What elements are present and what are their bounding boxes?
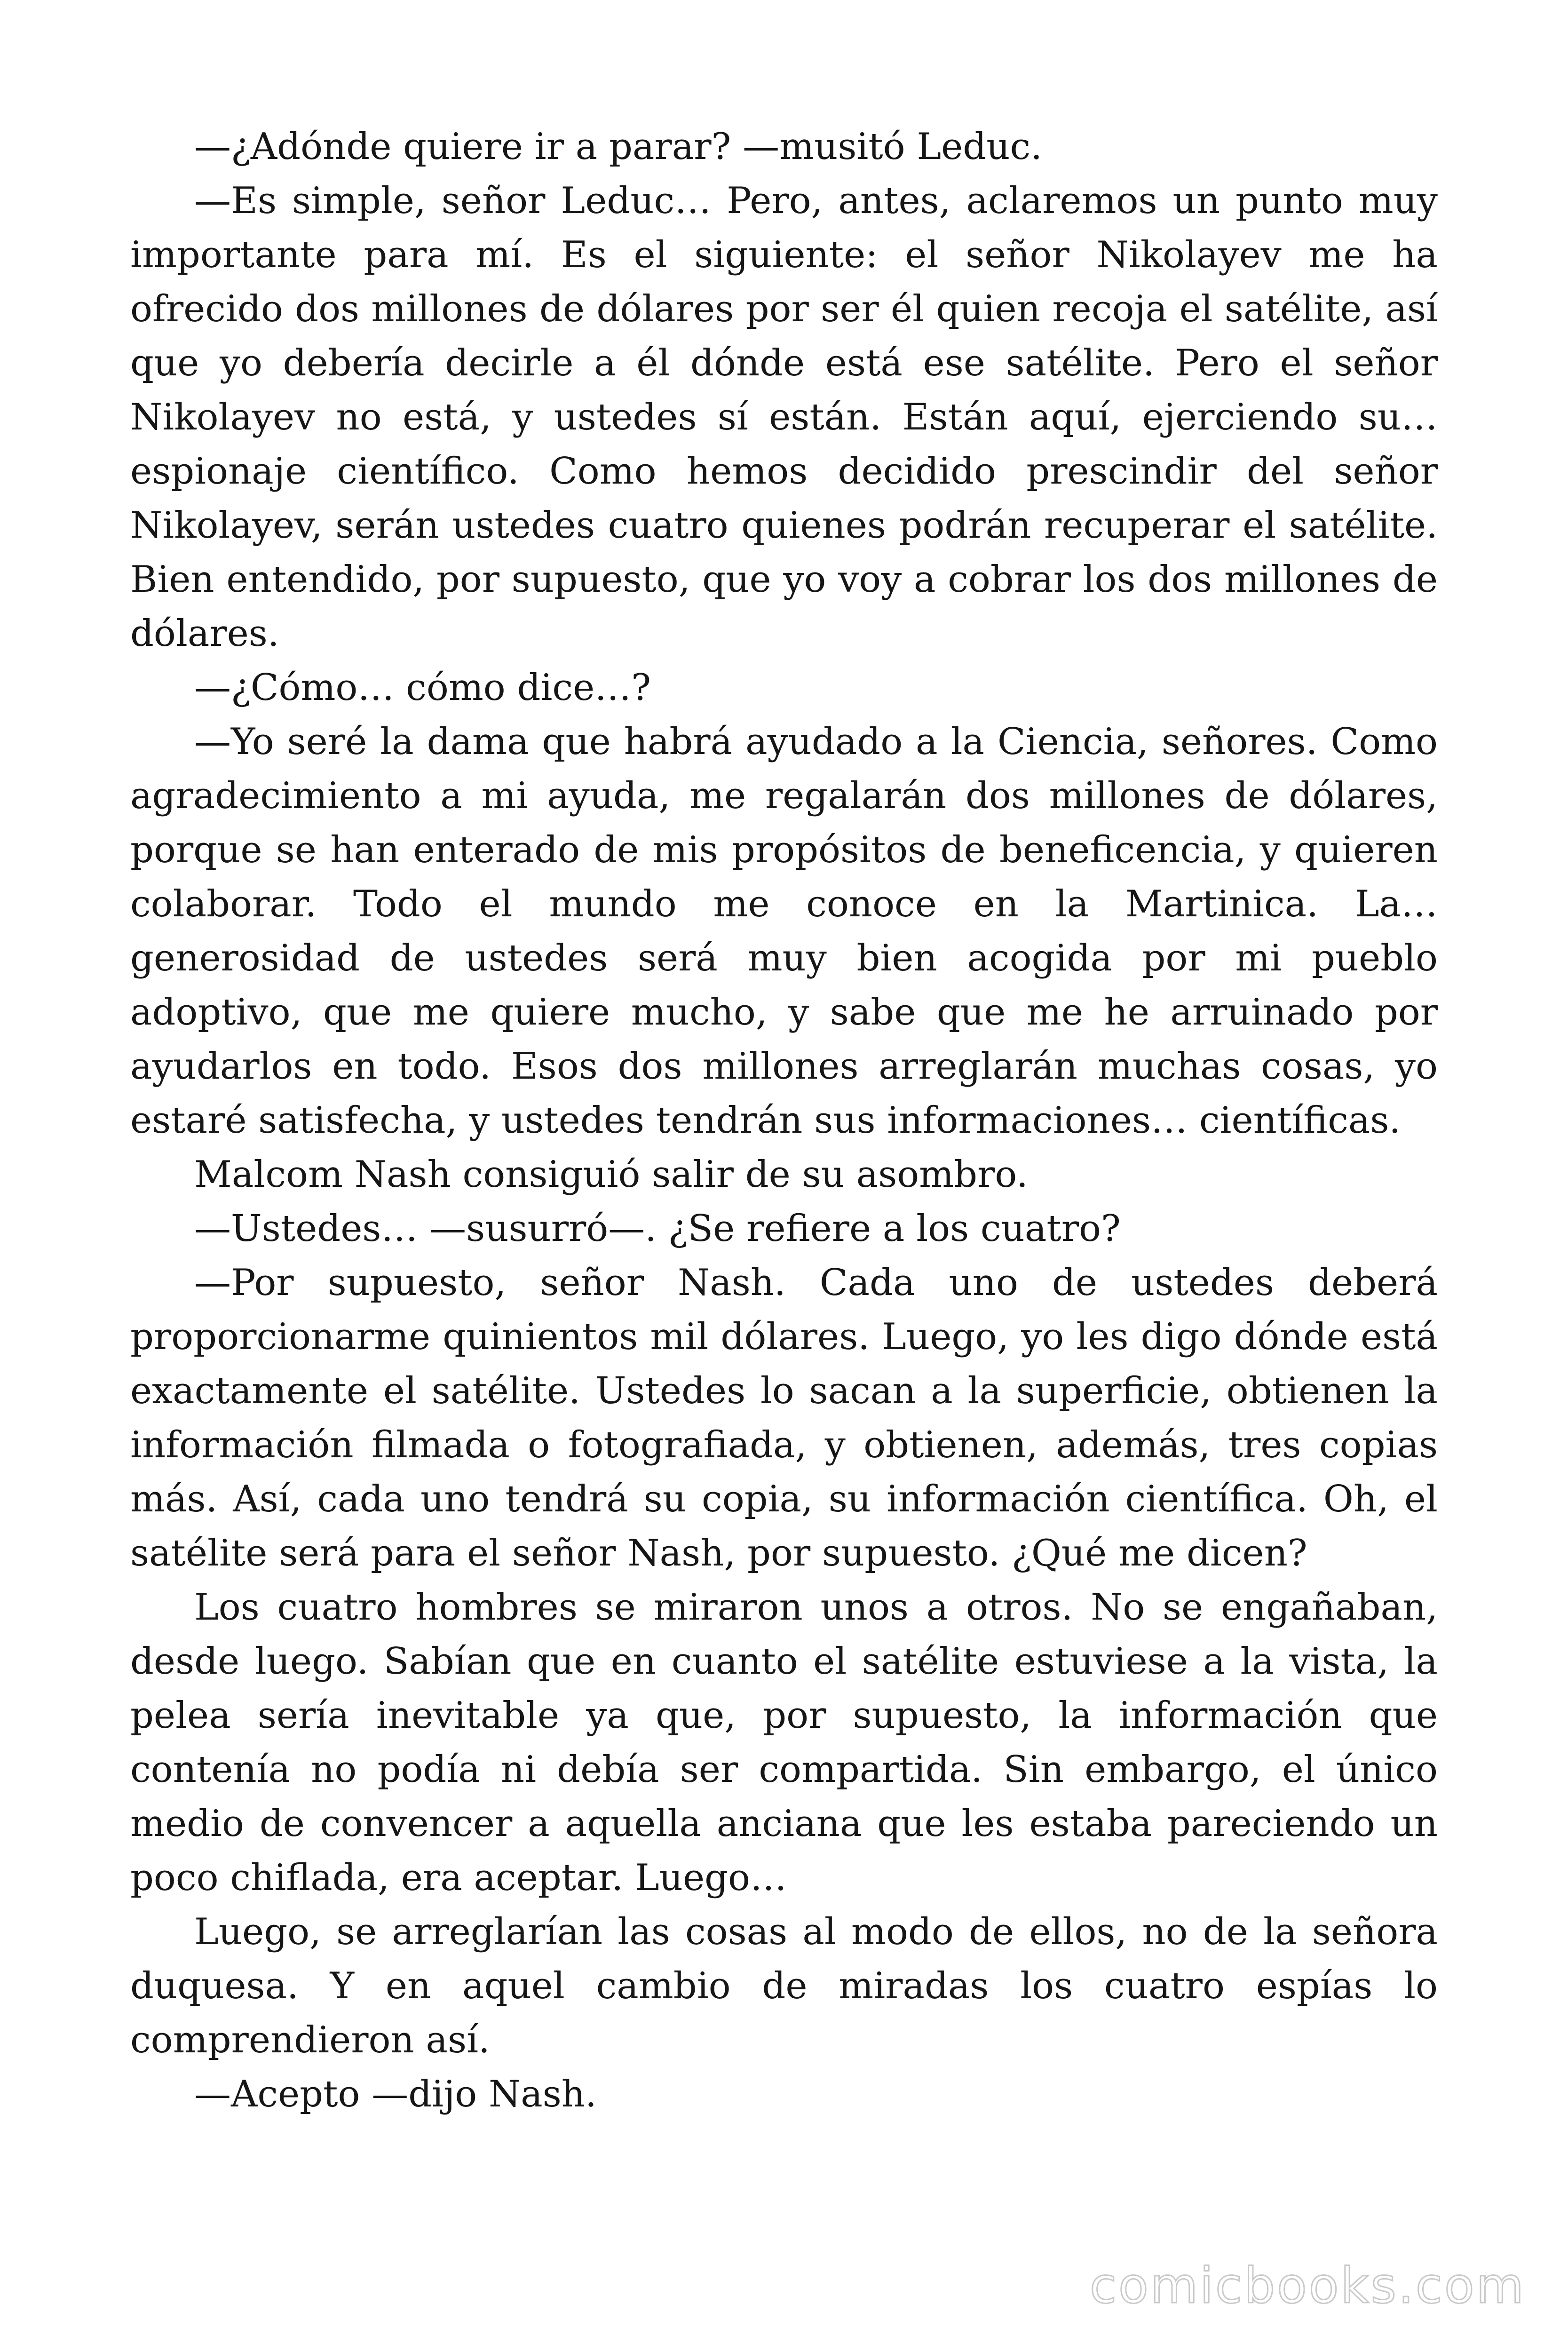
paragraph: —Por supuesto, señor Nash. Cada uno de ustedes deberá proporcionarme quinientos mil dólares. Luego, yo les digo dónde está exactamente el satélite. Ustedes lo sacan a la superficie, obtienen la información filmada o fotografiada, y obtienen, además, tres copias más. Así, cada uno tendrá su copia, su información científica. Oh, el satélite será para el señor Nash, por supuesto. ¿Qué me dicen? [130,1262,1438,1574]
paragraph: —Es simple, señor Leduc… Pero, antes, aclaremos un punto muy importante para mí. Es el siguiente: el señor Nikolayev me ha ofrecido dos millones de dólares por ser él quien recoja el satélite, así que yo debería decirle a él dónde está ese satélite. Pero el señor Nikolayev no está, y ustedes sí están. Están aquí, ejerciendo su… espionaje científico. Como hemos decidido prescindir del señor Nikolayev, serán ustedes cuatro quienes podrán recuperar el satélite. Bien entendido, por supuesto, que yo voy a cobrar los dos millones de dólares. [130,180,1438,655]
paragraph: Los cuatro hombres se miraron unos a otros. No se engañaban, desde luego. Sabían que en cuanto el satélite estuviese a la vista, la pelea sería inevitable ya que, por supuesto, la información que contenía no podía ni debía ser compartida. Sin embargo, el único medio de convencer a aquella anciana que les estaba pareciendo un poco chiflada, era aceptar. Luego… [130,1586,1438,1899]
paragraph: —¿Cómo… cómo dice…? [194,667,651,709]
paragraph: —Acepto —dijo Nash. [194,2073,597,2115]
watermark: comicbooks.com [1089,2257,1526,2314]
paragraph: —¿Adónde quiere ir a parar? —musitó Leduc. [194,126,1042,168]
paragraph: —Yo seré la dama que habrá ayudado a la Ciencia, señores. Como agradecimiento a mi ayuda, me regalarán dos millones de dólares, porque se han enterado de mis propósitos de beneficencia, y quieren colaborar. Todo el mundo me conoce en la Martinica. La… generosidad de ustedes será muy bien acogida por mi pueblo adoptivo, que me quiere mucho, y sabe que me he arruinado por ayudarlos en todo. Esos dos millones arreglarán muchas cosas, yo estaré satisfecha, y ustedes tendrán sus informaciones… científicas. [130,721,1438,1142]
paragraph: Malcom Nash consiguió salir de su asombro. [194,1153,1028,1196]
paragraph: Luego, se arreglarían las cosas al modo de ellos, no de la señora duquesa. Y en aquel cambio de miradas los cuatro espías lo comprendieron así. [130,1911,1438,2061]
page-body-text [130,120,1438,2122]
paragraph: —Ustedes… —susurró—. ¿Se refiere a los cuatro? [194,1208,1121,1250]
